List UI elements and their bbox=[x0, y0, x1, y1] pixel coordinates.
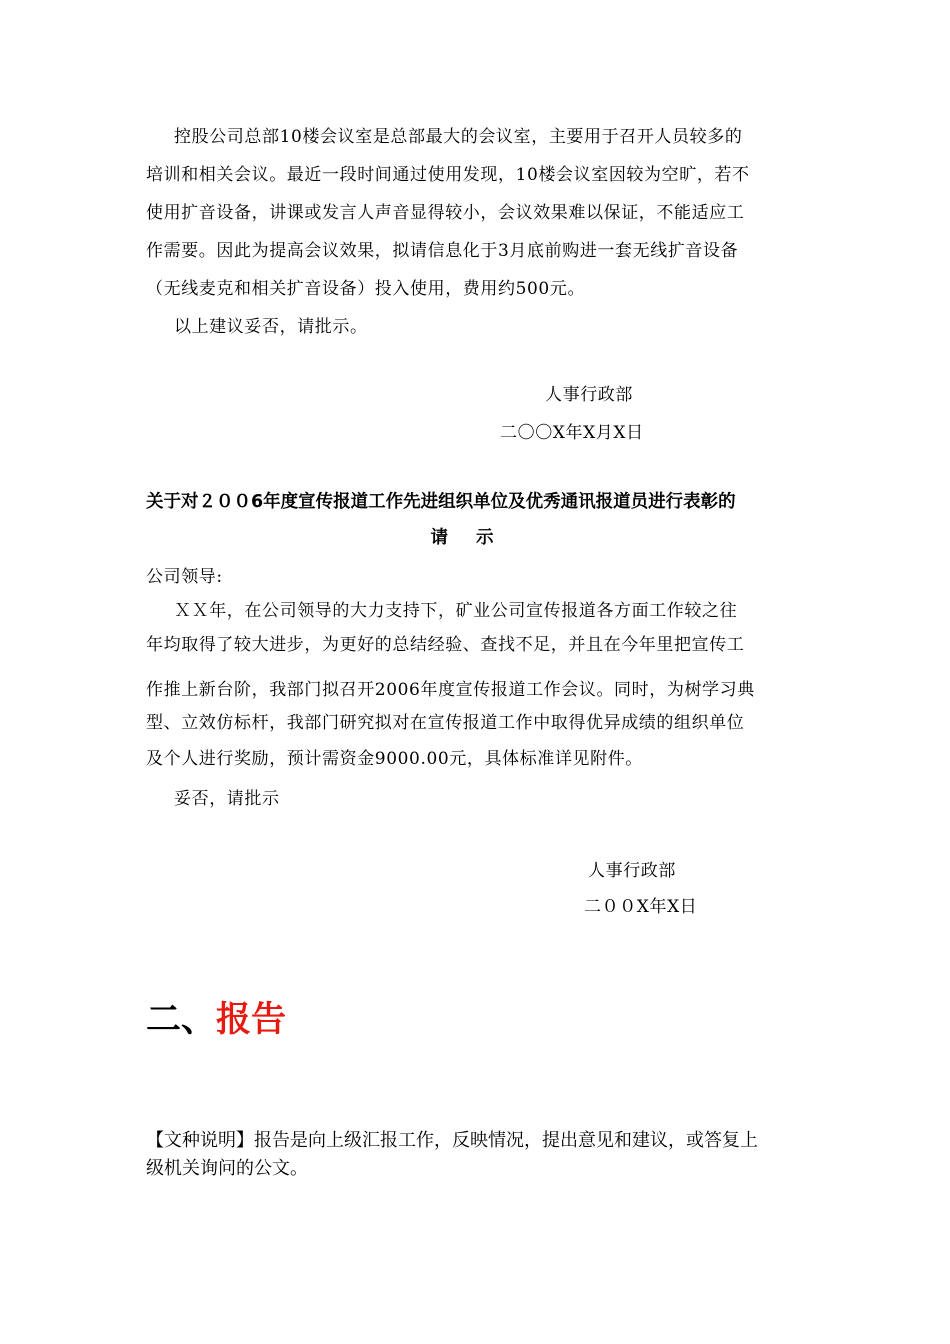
doc2-paragraph-line-4: 型、立效仿标杆，我部门研究拟对在宣传报道工作中取得优异成绩的组织单位 bbox=[146, 713, 745, 733]
note-line-1: 【文种说明】报告是向上级汇报工作，反映情况，提出意见和建议，或答复上 bbox=[146, 1130, 758, 1151]
doc2-paragraph-line-1: ＸＸ年，在公司领导的大力支持下，矿业公司宣传报道各方面工作较之往 bbox=[174, 601, 738, 621]
section-heading bbox=[146, 996, 286, 1044]
section-number: 二、 bbox=[146, 1000, 217, 1040]
doc1-paragraph-line-2: 培训和相关会议。最近一段时间通过使用发现，10楼会议室因较为空旷，若不 bbox=[146, 165, 750, 185]
doc2-paragraph-line-3: 作推上新台阶，我部门拟召开2006年度宣传报道工作会议。同时，为树学习典 bbox=[146, 680, 755, 700]
doc1-paragraph-line-4: 作需要。因此为提高会议效果，拟请信息化于3月底前购进一套无线扩音设备 bbox=[146, 241, 739, 261]
doc2-salutation: 公司领导: bbox=[146, 567, 223, 587]
doc1-closing: 以上建议妥否，请批示。 bbox=[174, 317, 368, 337]
doc1-paragraph-line-1: 控股公司总部10楼会议室是总部最大的会议室，主要用于召开人员较多的 bbox=[174, 127, 743, 147]
doc1-paragraph-line-5: （无线麦克和相关扩音设备）投入使用，费用约500元。 bbox=[146, 279, 586, 299]
doc2-paragraph-line-2: 年均取得了较大进步，为更好的总结经验、查找不足，并且在今年里把宣传工 bbox=[146, 635, 745, 655]
doc1-date: 二〇〇X年X月X日 bbox=[500, 423, 644, 443]
doc2-title-line-1: 关于对２００6年度宣传报道工作先进组织单位及优秀通讯报道员进行表彰的 bbox=[146, 492, 736, 512]
doc2-title-line-2: 请示 bbox=[430, 528, 522, 548]
doc2-date: 二００X年X日 bbox=[584, 897, 698, 917]
note-line-2: 级机关询问的公文。 bbox=[146, 1158, 308, 1179]
doc2-closing: 妥否，请批示 bbox=[174, 789, 280, 809]
doc1-signer: 人事行政部 bbox=[545, 385, 633, 405]
doc1-paragraph-line-3: 使用扩音设备，讲课或发言人声音显得较小，会议效果难以保证，不能适应工 bbox=[146, 203, 745, 223]
section-name: 报告 bbox=[216, 1000, 287, 1040]
doc2-signer: 人事行政部 bbox=[588, 861, 676, 881]
doc2-paragraph-line-5: 及个人进行奖励，预计需资金9000.00元，具体标准详见附件。 bbox=[146, 749, 643, 769]
